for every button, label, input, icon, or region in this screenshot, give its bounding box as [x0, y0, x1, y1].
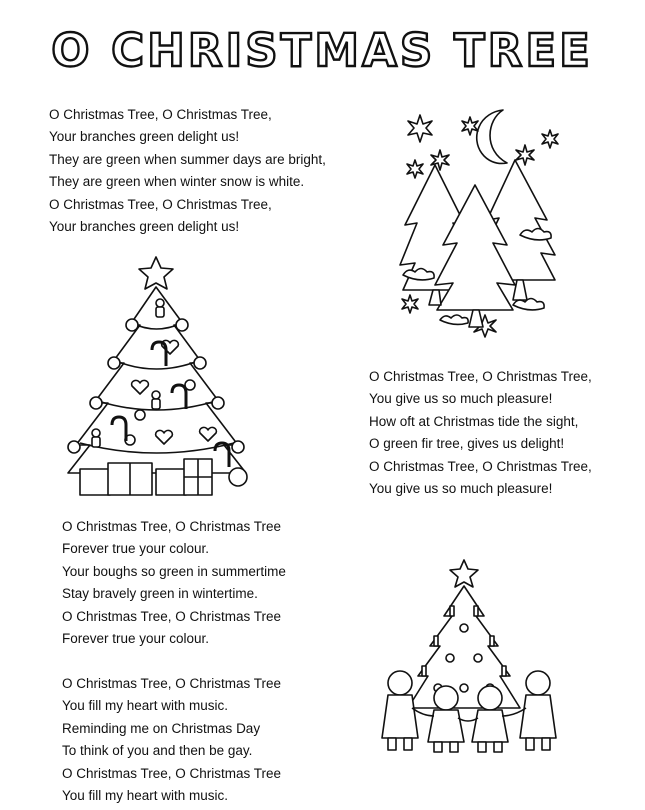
star-icon [402, 295, 418, 313]
child-figure [382, 671, 418, 750]
children-around-tree-illustration [378, 558, 563, 753]
gift-icon [80, 469, 110, 495]
lyric-line: You fill my heart with music. [62, 787, 229, 803]
gingerbread-icon [156, 299, 164, 317]
lyric-line: They are green when summer days are bright, [49, 151, 326, 167]
child-figure [520, 671, 556, 750]
moon-icon [477, 110, 507, 163]
star-icon [408, 115, 432, 142]
lyric-line: To think of you and then be gay. [62, 743, 253, 759]
lyric-line: They are green when winter snow is white. [49, 174, 305, 190]
lyric-line: Your branches green delight us! [49, 129, 240, 145]
lyric-line: O green fir tree, gives us delight! [369, 436, 565, 452]
lyric-line: Your branches green delight us! [49, 218, 240, 234]
stanza-3 [62, 516, 286, 650]
lyric-line: How oft at Christmas tide the sight, [369, 413, 579, 429]
lyric-line: O Christmas Tree, O Christmas Tree, [369, 458, 592, 474]
star-icon [407, 160, 423, 178]
ornament-icon [194, 357, 206, 369]
ornament-icon [135, 410, 145, 420]
lyric-line: O Christmas Tree, O Christmas Tree [62, 676, 282, 691]
decorated-christmas-tree-illustration [60, 255, 255, 500]
stanza-1 [49, 104, 326, 238]
star-icon [542, 130, 558, 148]
lyric-line: You give us so much pleasure! [369, 391, 553, 407]
lyric-line: You fill my heart with music. [62, 698, 229, 714]
ornament-icon [108, 357, 120, 369]
ornament-icon [68, 441, 80, 453]
lyric-line: Your boughs so green in summertime [62, 563, 286, 579]
lyric-line: Forever true your colour. [62, 541, 210, 557]
page-title [0, 18, 645, 80]
lyric-line: Reminding me on Christmas Day [62, 720, 261, 736]
ornament-icon [232, 441, 244, 453]
lyric-line: O Christmas Tree, O Christmas Tree, [369, 369, 592, 384]
lyric-line: You give us so much pleasure! [369, 480, 553, 496]
gingerbread-icon [92, 429, 100, 447]
lyric-line: O Christmas Tree, O Christmas Tree [62, 765, 282, 781]
lyric-line: O Christmas Tree, O Christmas Tree, [49, 196, 272, 212]
star-icon [139, 257, 173, 289]
lyric-line: O Christmas Tree, O Christmas Tree [62, 519, 282, 534]
lyric-line: O Christmas Tree, O Christmas Tree [62, 608, 282, 624]
gingerbread-icon [152, 391, 160, 409]
ornament-icon [212, 397, 224, 409]
stanza-4 [62, 673, 281, 807]
star-icon [450, 560, 478, 587]
pine-trees-moon-stars-illustration [395, 105, 570, 345]
title-text: O CHRISTMAS TREE [51, 24, 593, 77]
gift-icon [156, 469, 186, 495]
ornament-icon [126, 319, 138, 331]
star-icon [516, 145, 534, 165]
ornament-icon [90, 397, 102, 409]
stanza-2 [369, 366, 592, 500]
ornament-icon [229, 468, 247, 486]
ornament-icon [176, 319, 188, 331]
lyric-line: Forever true your colour. [62, 630, 210, 646]
star-icon [462, 117, 478, 135]
lyric-line: Stay bravely green in wintertime. [62, 586, 258, 602]
lyric-line: O Christmas Tree, O Christmas Tree, [49, 107, 272, 122]
